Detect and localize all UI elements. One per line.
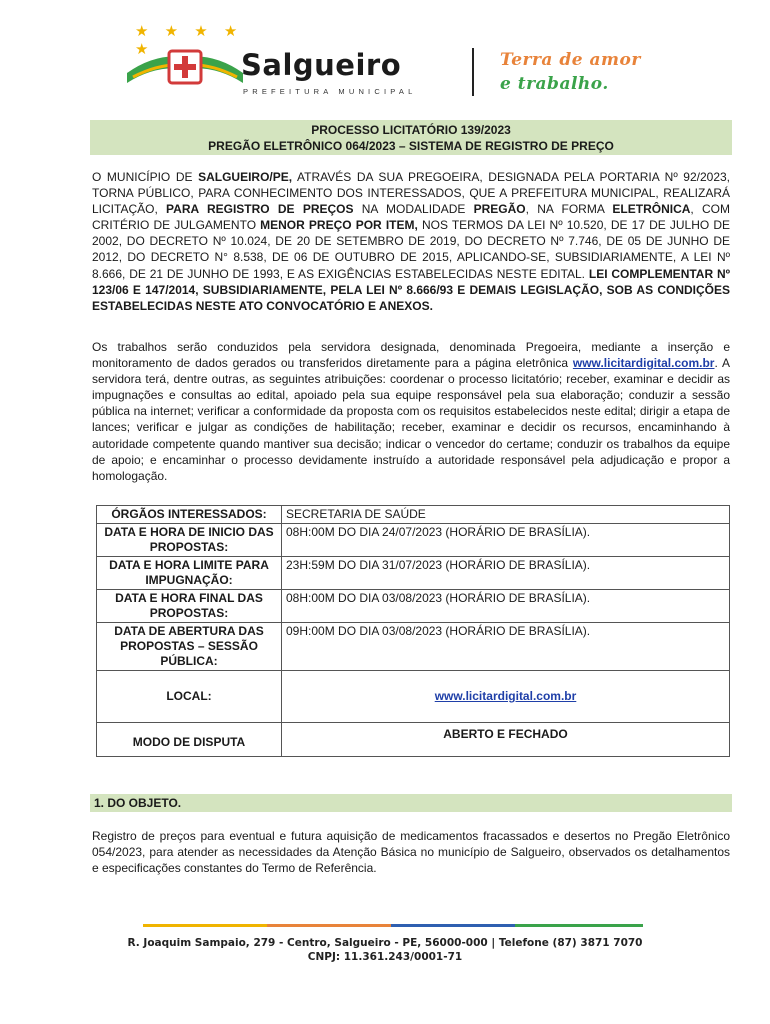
procedure-paragraph [92, 339, 730, 484]
row-value: 09H:00M DO DIA 03/08/2023 (HORÁRIO DE BRASÍLIA). [282, 623, 730, 671]
licitardigital-link[interactable]: www.licitardigital.com.br [572, 356, 715, 371]
row-label: DATA E HORA DE INICIO DAS PROPOSTAS: [97, 524, 282, 557]
section-heading: 1. DO OBJETO. [90, 794, 732, 812]
bold-text: MENOR PREÇO POR ITEM, [260, 218, 418, 233]
footer-address: R. Joaquim Sampaio, 279 - Centro, Salgueiro - PE, 56000-000 | Telefone (87) 3871 7070 [127, 937, 643, 949]
text: , COM CRITÉRIO DE JULGAMENTO [92, 202, 731, 233]
table-row [97, 723, 730, 757]
table-row [97, 524, 730, 557]
row-label: DATA DE ABERTURA DAS PROPOSTAS – SESSÃO PÚBLICA: [97, 623, 282, 671]
brand-subtitle: PREFEITURA MUNICIPAL [243, 87, 417, 96]
footer-stripe [267, 924, 391, 927]
bold-text: PARA REGISTRO DE PREÇOS [166, 202, 354, 217]
row-value: 23H:59M DO DIA 31/07/2023 (HORÁRIO DE BRASÍLIA). [282, 557, 730, 590]
row-value: ABERTO E FECHADO [282, 723, 730, 757]
bold-text: ELETRÔNICA [612, 202, 691, 217]
municipal-crest-logo [125, 43, 245, 88]
footer-cnpj: CNPJ: 11.361.243/0001-71 [307, 951, 463, 963]
stars-decoration: ★ ★ ★ ★ ★ [135, 23, 244, 58]
info-table [96, 505, 730, 757]
bold-text: PREGÃO [473, 202, 526, 217]
tagline-line-1: Terra de amor [500, 50, 641, 70]
tagline-line-2: e trabalho. [500, 74, 609, 94]
local-link[interactable]: www.licitardigital.com.br [434, 689, 577, 703]
table-row [97, 506, 730, 524]
brand-name: Salgueiro [241, 48, 402, 82]
row-label: DATA E HORA LIMITE PARA IMPUGNAÇÃO: [97, 557, 282, 590]
letterhead [105, 18, 705, 96]
text: Os trabalhos serão conduzidos pela servidora designada, denominada Pregoeira, mediante a inserção e monitoramento de dados gerados ou transferidos diretamente para a página eletrônica [92, 340, 730, 371]
row-value: 08H:00M DO DIA 24/07/2023 (HORÁRIO DE BRASÍLIA). [282, 524, 730, 557]
bold-text: LEI COMPLEMENTAR Nº 123/06 E 147/2014, SUBSIDIARIAMENTE, PELA LEI Nº 8.666/93 E DEMAIS LEGISLAÇÃO, SOB AS CONDIÇÕES ESTABELECIDAS NESTE ATO CONVOCATÓRIO E ANEXOS. [92, 266, 731, 313]
table-row [97, 590, 730, 623]
row-label: MODO DE DISPUTA [97, 723, 282, 757]
text: . A servidora terá, dentre outras, as seguintes atribuições: coordenar o processo licitatório; receber, examinar e decidir as impugnações e consultas ao edital, apoiado pela sua equipe responsável pela sua elaboração; conduzir a sessão pública na internet; verificar a conformidade da proposta com os requisitos estabelecidos neste edital; dirigir a etapa de lances; verificar e julgar as condições de habilitação; receber, examinar e decidir os recursos, encaminhando à autoridade competente quando mantiver sua decisão; indicar o vencedor do certame; conduzir os trabalhos da equipe de apoio; e encaminhar o processo devidamente instruído a autoridade responsável pela adjudicação e propor a homologação. [92, 356, 731, 483]
text: NOS TERMOS DA LEI Nº 10.520, DE 17 DE JULHO DE 2002, DO DECRETO Nº 10.024, DE 20 DE SETEMBRO DE 2019, DO DECRETO Nº 7.746, DE 05 DE JUNHO DE 2012, DO DECRETO N° 8.538, DE 06 DE OUTUBRO DE 2015, APLICANDO-SE, SUBSIDIARIAMENTE, A LEI Nº 8.666, DE 21 DE JUNHO DE 1993, E AS EXIGÊNCIAS ESTABELECIDAS NESTE EDITAL. [92, 218, 730, 281]
preamble-paragraph [92, 169, 730, 314]
row-label: DATA E HORA FINAL DAS PROPOSTAS: [97, 590, 282, 623]
document-title [90, 120, 732, 155]
table-row [97, 623, 730, 671]
row-value [282, 671, 730, 723]
row-label: LOCAL: [97, 671, 282, 723]
text: ATRAVÉS DA SUA PREGOEIRA, DESIGNADA PELA PORTARIA Nº 92/2023, TORNA PÚBLICO, PARA CONHECIMENTO DOS INTERESSADOS, QUE A PREFEITURA MUNICIPAL, REALIZARÁ LICITAÇÃO, [92, 170, 731, 217]
object-paragraph: Registro de preços para eventual e futura aquisição de medicamentos fracassados e desertos no Pregão Eletrônico 054/2023, para atender as necessidades da Atenção Básica no município de Salgueiro, observados os detalhamentos e especificações constantes do Termo de Referência. [92, 829, 730, 876]
row-value: 08H:00M DO DIA 03/08/2023 (HORÁRIO DE BRASÍLIA). [282, 590, 730, 623]
title-line-1: PROCESSO LICITATÓRIO 139/2023 [311, 123, 511, 137]
text: O MUNICÍPIO DE [92, 170, 199, 184]
header-divider [472, 48, 474, 96]
footer-stripe [391, 924, 515, 927]
text: , NA FORMA [525, 202, 613, 217]
row-value: SECRETARIA DE SAÚDE [282, 506, 730, 524]
title-line-2: PREGÃO ELETRÔNICO 064/2023 – SISTEMA DE REGISTRO DE PREÇO [208, 139, 614, 153]
text: NA MODALIDADE [353, 202, 474, 217]
footer-stripe [143, 924, 267, 927]
footer-stripe [515, 924, 643, 927]
table-row [97, 557, 730, 590]
row-label: ÓRGÃOS INTERESSADOS: [97, 506, 282, 524]
bold-text: SALGUEIRO/PE, [198, 170, 293, 184]
table-row [97, 671, 730, 723]
